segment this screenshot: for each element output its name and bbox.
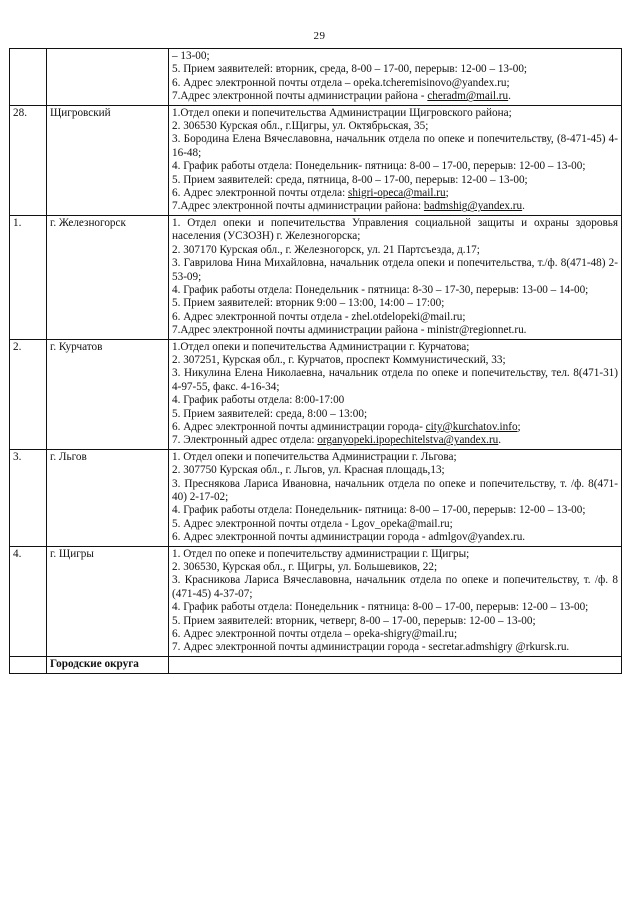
info-line: 7. Адрес электронной почты администрации города - secretar.admshigry @rkursk.ru.	[172, 641, 570, 654]
table-row	[10, 105, 622, 215]
info-line: 1.Отдел опеки и попечительства Администрации Щигровского района;	[172, 106, 512, 119]
table-row	[10, 49, 622, 106]
info-line	[172, 187, 618, 200]
info-line	[172, 200, 618, 213]
info-line-suffix: .	[508, 90, 511, 103]
info-line-suffix: ;	[517, 420, 521, 433]
row-number: 28.	[10, 105, 47, 215]
district-name: г. Железногорск	[47, 215, 169, 339]
table-body	[10, 49, 622, 674]
table-row	[10, 546, 622, 656]
info-line: 2. 307170 Курская обл., г. Железногорск, ул. 21 Партсъезда, д.17;	[172, 243, 480, 256]
info-line: 3. Гаврилова Нина Михайловна, начальник отдела опеки и попечительства, т./ф. 8(471-48) 2-53-09;	[172, 257, 618, 283]
info-line: 5. Прием заявителей: среда, пятница, 8-00 – 17-00, перерыв: 12-00 – 13-00;	[172, 173, 528, 186]
info-line: 1. Отдел опеки и попечительства Управления социальной защиты и охраны здоровья населения (УСЗОЗН) г. Железногорска;	[172, 216, 618, 243]
district-name: г. Щигры	[47, 546, 169, 656]
contact-info	[169, 49, 622, 106]
table-row	[10, 449, 622, 546]
email-link[interactable]: shigri-opeca@mail.ru	[347, 187, 446, 200]
table-row	[10, 215, 622, 339]
row-number: 4.	[10, 546, 47, 656]
contact-info	[169, 449, 622, 546]
info-line-label: 6. Адрес электронной почты отдела:	[172, 187, 348, 200]
row-number	[10, 656, 47, 673]
info-line: 4. График работы отдела: 8:00-17:00	[172, 394, 345, 407]
info-line-label: 6. Адрес электронной почты администрации города-	[172, 420, 426, 433]
info-line: 4. График работы отдела: Понедельник- пятница: 8-00 – 17-00, перерыв: 12-00 – 13-00;	[172, 160, 586, 173]
page-number: 29	[313, 30, 326, 42]
info-line-suffix: .	[498, 434, 502, 447]
info-line: 3. Никулина Елена Николаевна, начальник отдела по опеке и попечительству, тел. 8(471-31) 4-97-55, факс. 4-16-34;	[172, 367, 618, 393]
district-name: г. Льгов	[47, 449, 169, 546]
info-line: 7.Адрес электронной почты администрации района - ministr@regionnet.ru.	[172, 324, 527, 337]
info-line: 5. Адрес электронной почты отдела - Lgov_opeka@mail.ru;	[172, 517, 453, 530]
info-line: 5. Прием заявителей: вторник 9:00 – 13:00, 14:00 – 17:00;	[172, 297, 445, 310]
info-line	[172, 421, 618, 434]
info-line: 6. Адрес электронной почты отдела – opeka-shigry@mail.ru;	[172, 628, 458, 641]
info-line: 1. Отдел опеки и попечительства Администрации г. Льгова;	[172, 450, 457, 463]
table-row	[10, 656, 622, 673]
email-link[interactable]: badmshig@yandex.ru	[423, 200, 523, 213]
row-number: 3.	[10, 449, 47, 546]
row-number	[10, 49, 47, 106]
info-line: 4. График работы отдела: Понедельник- пятница: 8-00 – 17-00, перерыв: 12-00 – 13-00;	[172, 504, 586, 517]
info-line: 2. 307750 Курская обл., г. Льгов, ул. Красная площадь,13;	[172, 464, 445, 477]
district-name: г. Курчатов	[47, 339, 169, 449]
row-number: 2.	[10, 339, 47, 449]
contact-info	[169, 546, 622, 656]
row-number: 1.	[10, 215, 47, 339]
guardianship-contacts-table	[9, 48, 622, 674]
contact-info	[169, 105, 622, 215]
info-line: 2. 306530, Курская обл., г. Щигры, ул. Большевиков, 22;	[172, 561, 438, 574]
district-name	[47, 49, 169, 106]
info-line-suffix: .	[522, 200, 525, 213]
info-line: 3. Бородина Елена Вячеславовна, начальник отдела по опеке и попечительству, (8-471-45) 4-16-48;	[172, 133, 618, 159]
info-line: 3. Преснякова Лариса Ивановна, начальник отдела по опеке и попечительству, т. /ф. 8(471-40) 2-17-02;	[172, 477, 618, 503]
info-line: 1.Отдел опеки и попечительства Администрации г. Курчатова;	[172, 340, 470, 353]
info-line: 4. График работы отдела: Понедельник - пятница: 8-30 – 17-30, перерыв: 13-00 – 14-00;	[172, 283, 589, 296]
contact-info	[169, 656, 622, 673]
info-line: 6. Адрес электронной почты отдела – opeka.tcheremisinovo@yandex.ru;	[172, 76, 510, 89]
info-line-label: 7.Адрес электронной почты администрации района:	[172, 200, 424, 213]
email-link[interactable]: city@kurchatov.info	[425, 420, 518, 433]
contact-info	[169, 215, 622, 339]
info-line: 3. Красникова Лариса Вячеславовна, начальник отдела по опеке и попечительству, т. /ф. 8 (471-45) 4-37-07;	[172, 574, 618, 600]
info-line: 6. Адрес электронной почты администрации города - admlgov@yandex.ru.	[172, 531, 526, 544]
info-line	[172, 434, 618, 447]
email-link[interactable]: cheradm@mail.ru	[427, 90, 509, 103]
info-line: 4. График работы отдела: Понедельник - пятница: 8-00 – 17-00, перерыв: 12-00 – 13-00;	[172, 601, 589, 614]
info-line: 2. 307251, Курская обл., г. Курчатов, проспект Коммунистический, 33;	[172, 353, 506, 366]
info-line: 1. Отдел по опеке и попечительству администрации г. Щигры;	[172, 547, 470, 560]
district-name: Щигровский	[47, 105, 169, 215]
info-line-label: 7. Электронный адрес отдела:	[172, 434, 318, 447]
table-row	[10, 339, 622, 449]
info-line: 5. Прием заявителей: среда, 8:00 – 13:00;	[172, 407, 368, 420]
info-line: 2. 306530 Курская обл., г.Щигры, ул. Октябрьская, 35;	[172, 120, 429, 133]
info-line: 5. Прием заявителей: вторник, четверг, 8-00 – 17-00, перерыв: 12-00 – 13-00;	[172, 614, 536, 627]
info-line: – 13-00;	[172, 50, 210, 62]
info-line: 6. Адрес электронной почты отдела - zhel.otdelopeki@mail.ru;	[172, 310, 466, 323]
info-line: 5. Прием заявителей: вторник, среда, 8-00 – 17-00, перерыв: 12-00 – 13-00;	[172, 63, 528, 76]
info-line	[172, 90, 618, 103]
info-line-label: 7.Адрес электронной почты администрации района -	[172, 90, 428, 103]
contact-info	[169, 339, 622, 449]
section-heading: Городские округа	[47, 656, 169, 673]
email-link[interactable]: organyopeki.ipopechitelstva@yandex.ru	[317, 434, 499, 447]
info-line-suffix: ;	[445, 187, 449, 200]
